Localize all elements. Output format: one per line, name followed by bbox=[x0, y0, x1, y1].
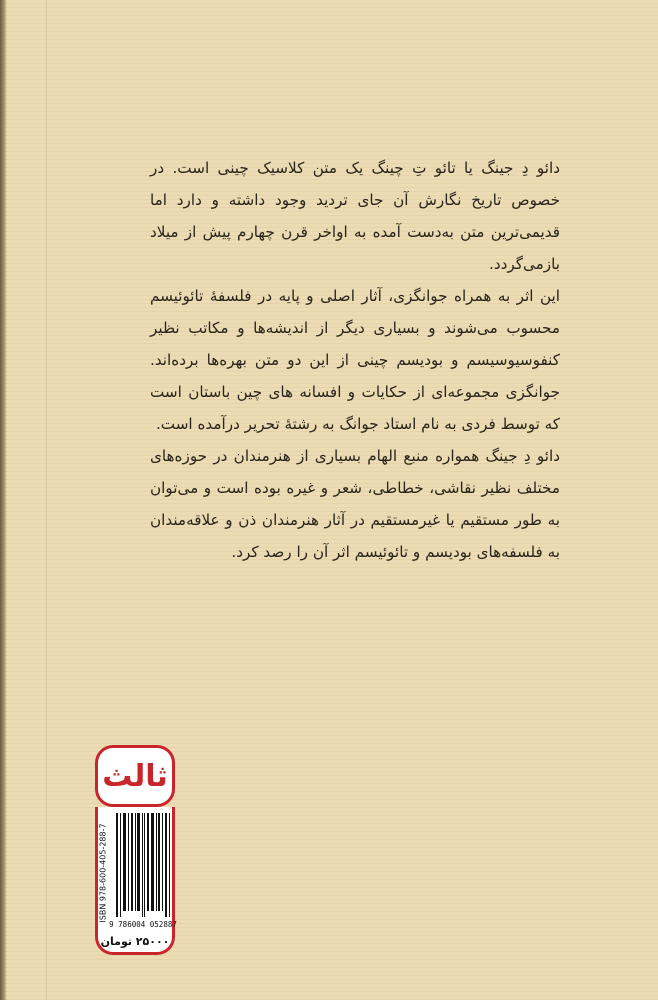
cover-crease bbox=[46, 0, 47, 1000]
price-label: ۲۵۰۰۰ تومان bbox=[100, 935, 170, 948]
sales-publisher-logo-icon: ثالث bbox=[102, 758, 168, 794]
barcode-panel bbox=[95, 807, 175, 955]
barcode-digits: 9 786004 052887 bbox=[109, 920, 177, 929]
isbn-label bbox=[96, 813, 110, 933]
paragraph-3: دائو دِ جینگ همواره منبع الهام بسیاری از هنرمندان در حوزه‌های مختلف نظیر نقاشی، خطاطی، شعر و غیره بوده است و می‌توان به طور مستقیم یا غیرمستقیم در آثار هنرمندان ذن و علاقه‌مندان به فلسفه‌های بودیسم و تائوئیسم اثر آن را رصد کرد. bbox=[150, 447, 560, 561]
spine-shadow bbox=[0, 0, 7, 1000]
paragraph-1: دائو دِ جینگ یا تائو تِ چینگ یک متن کلاسیک چینی است. در خصوص تاریخ نگارش آن جای تردید وجود داشته و دارد اما قدیمی‌ترین متن به‌دست آمده به اواخر قرن چهارم پیش از میلاد بازمی‌گردد. bbox=[150, 159, 560, 273]
isbn-text: ISBN 978-600-405-288-7 bbox=[98, 823, 108, 923]
barcode-icon bbox=[109, 813, 177, 933]
publisher-logo bbox=[95, 745, 175, 807]
back-cover-text bbox=[150, 152, 560, 568]
paragraph-2: این اثر به همراه جوانگزی، آثار اصلی و پایه در فلسفهٔ تائوئیسم محسوب می‌شوند و بسیاری دیگر از اندیشه‌ها و مکاتب نظیر کنفوسیوسیسم و بودیسم چینی از این دو متن بهره‌ها برده‌اند. جوانگزی مجموعه‌ای از حکایات و افسانه های چین باستان است که توسط فردی به نام استاد جوانگ به رشتهٔ تحریر درآمده است. bbox=[150, 287, 560, 433]
